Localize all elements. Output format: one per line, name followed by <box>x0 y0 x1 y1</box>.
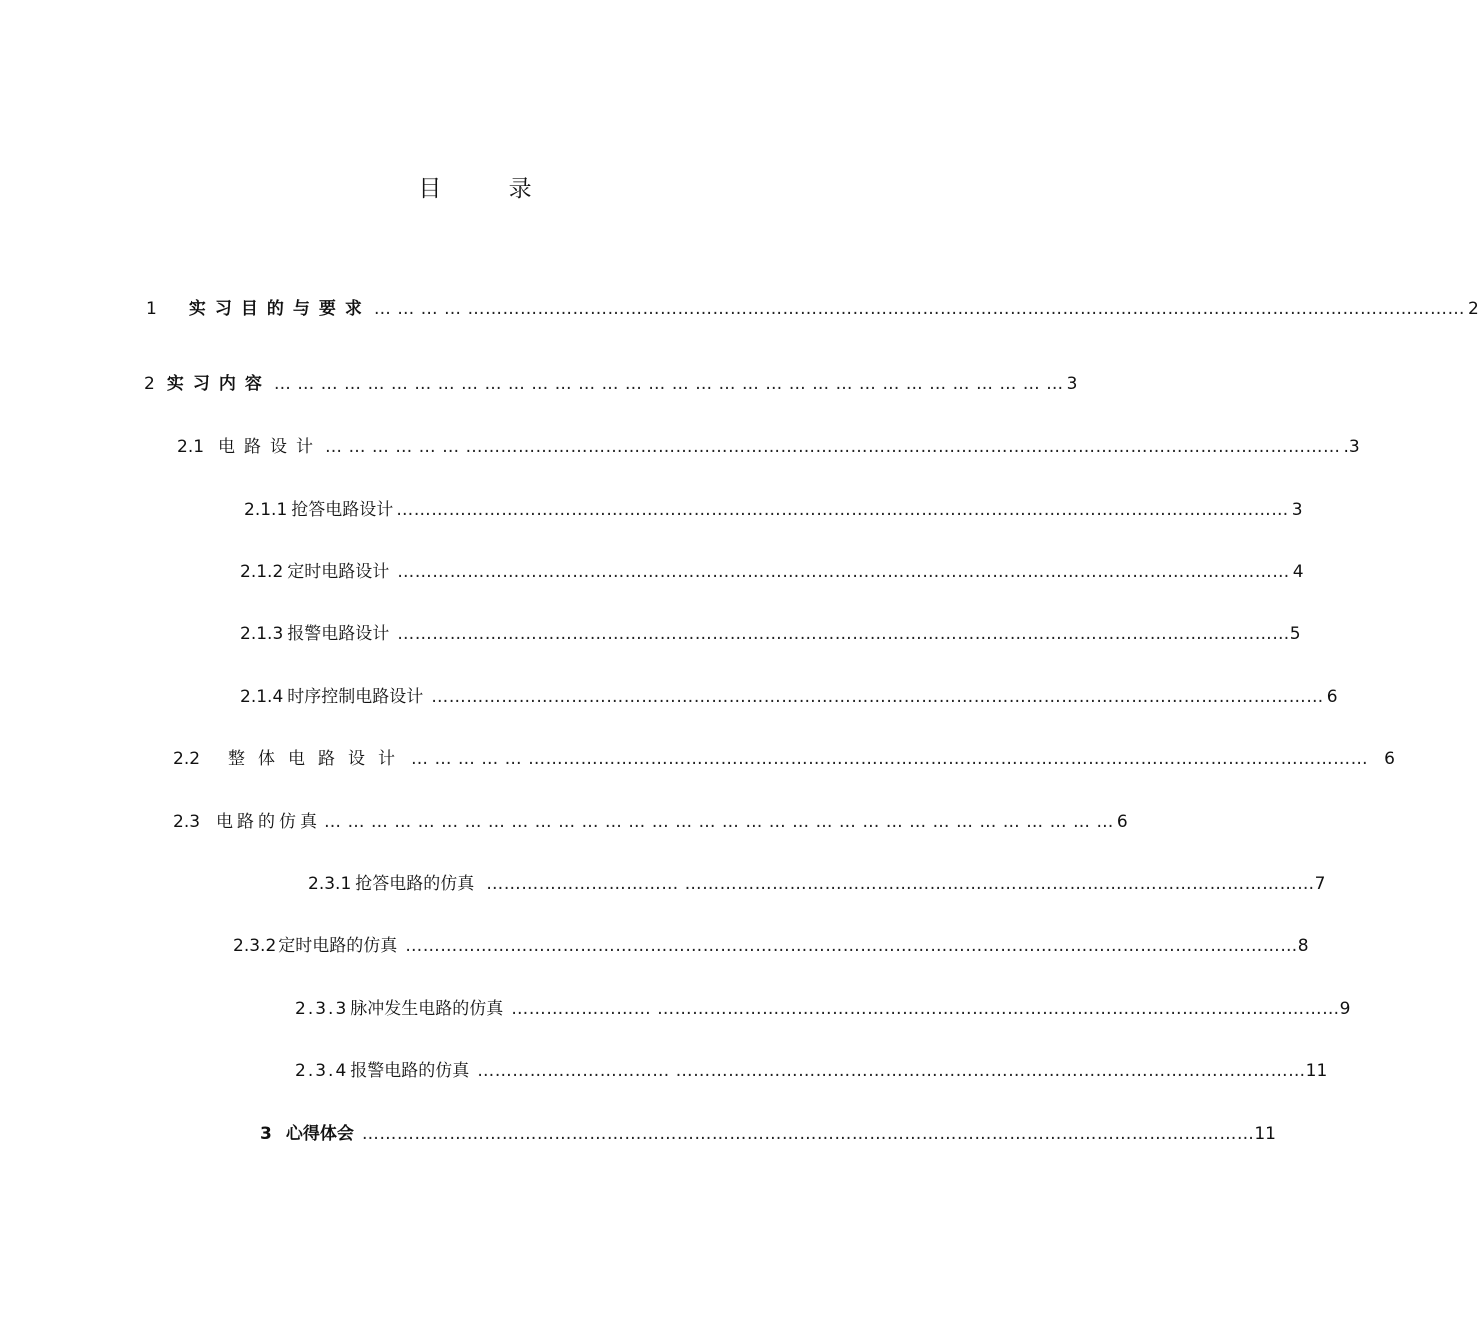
toc-entry-2-1-3[interactable] <box>240 622 1301 646</box>
toc-entry-3[interactable] <box>260 1122 1276 1146</box>
toc-entry-page: .3 <box>1343 437 1360 457</box>
toc-entry-page: 8 <box>1297 936 1309 956</box>
toc-entry-number: 1 <box>146 299 157 319</box>
toc-entry-text: 电路设计 <box>218 437 323 457</box>
toc-entry-2-3-1[interactable] <box>308 872 1326 896</box>
toc-entry-number: 2.2 <box>173 749 201 769</box>
toc-entry-2-3[interactable] <box>173 810 1128 834</box>
toc-entry-2-3-3[interactable] <box>295 997 1351 1021</box>
toc-entry-2-2[interactable] <box>173 747 1395 771</box>
toc-entry-number: 2.3.4 <box>295 1061 349 1081</box>
toc-entry-page: 4 <box>1292 562 1304 582</box>
toc-entry-number: 2.1 <box>177 437 205 457</box>
toc-entry-text: 报警电路设计 <box>287 624 390 644</box>
toc-entry-leader: … … … … … ……………………………………………………………………………………………………………………………… <box>411 749 1369 769</box>
toc-entry-2[interactable] <box>144 372 1078 396</box>
toc-entry-2-3-2[interactable] <box>233 934 1309 958</box>
toc-entry-page: 6 <box>1326 687 1338 707</box>
toc-entry-page: 3 <box>1066 374 1078 394</box>
toc-entry-leader: ……………………………………………………………………………………………………………………………………… <box>397 562 1290 582</box>
toc-entry-leader: ……………………………………………………………………………………………………………………………………… <box>405 936 1298 956</box>
toc-entry-leader: ……………………………………………………………………………………………………………………………………… <box>361 1124 1255 1144</box>
toc-entry-number: 2.1.2 <box>240 562 284 582</box>
toc-entry-text: 定时电路的仿真 <box>278 936 398 956</box>
toc-entry-text: 报警电路的仿真 <box>350 1061 470 1081</box>
toc-entry-leader: ……………………………………………………………………………………………………………………………………… <box>431 687 1324 707</box>
toc-entry-2-1-4[interactable] <box>240 685 1338 709</box>
toc-title: 目 录 <box>418 176 562 202</box>
toc-entry-number: 3 <box>260 1124 272 1144</box>
toc-entry-text: 电路的仿真 <box>216 812 322 832</box>
toc-entry-page: 5 <box>1289 624 1301 644</box>
toc-entry-number: 2.3.3 <box>295 999 349 1019</box>
toc-entry-page: 6 <box>1116 812 1128 832</box>
toc-entry-leader: …………………………… ……………………………………………………………………………………………… <box>477 1061 1306 1081</box>
toc-entry-number: 2.3.1 <box>308 874 352 894</box>
toc-entry-leader: …………………………… ……………………………………………………………………………………………… <box>486 874 1315 894</box>
toc-entry-page: 7 <box>1314 874 1326 894</box>
toc-entry-2-3-4[interactable] <box>295 1059 1328 1083</box>
toc-entry-number: 2 <box>144 374 155 394</box>
toc-entry-1[interactable] <box>146 297 1479 321</box>
toc-entry-2-1-1[interactable] <box>244 498 1303 522</box>
toc-entry-text: 脉冲发生电路的仿真 <box>350 999 504 1019</box>
toc-entry-leader: … … … … ……………………………………………………………………………………………………………………………………………………… <box>373 299 1465 319</box>
toc-entry-text: 时序控制电路设计 <box>287 687 424 707</box>
toc-entry-leader: ……………………………………………………………………………………………………………………………………… <box>397 624 1290 644</box>
toc-entry-page: 9 <box>1339 999 1351 1019</box>
toc-entry-text: 整体电路设计 <box>228 749 409 769</box>
toc-entry-number: 2.1.3 <box>240 624 284 644</box>
toc-entry-leader: …………………… ……………………………………………………………………………………………………… <box>511 999 1340 1019</box>
toc-entry-text: 心得体会 <box>285 1124 354 1144</box>
toc-entry-text: 抢答电路设计 <box>291 500 394 520</box>
toc-entry-leader: … … … … … … … … … … … … … … … … … … … … … … … … … … … … … … … … … … <box>273 374 1064 394</box>
toc-entry-number: 2.1.1 <box>244 500 288 520</box>
toc-entry-page: 11 <box>1254 1124 1276 1144</box>
toc-entry-leader: ……………………………………………………………………………………………………………………………………… <box>396 500 1289 520</box>
toc-entry-number: 2.3 <box>173 812 201 832</box>
toc-entry-text: 实习目的与要求 <box>188 299 371 319</box>
toc-entry-leader: … … … … … … … … … … … … … … … … … … … … … … … … … … … … … … … … … … <box>324 812 1114 832</box>
toc-entry-2-1-2[interactable] <box>240 560 1304 584</box>
toc-entry-leader: … … … … … … …………………………………………………………………………………………………………………………………… <box>325 437 1341 457</box>
toc-entry-page: 2 <box>1467 299 1479 319</box>
toc-entry-text: 抢答电路的仿真 <box>355 874 475 894</box>
toc-entry-page: 11 <box>1305 1061 1328 1081</box>
toc-entry-page: 6 <box>1384 749 1395 769</box>
toc-entry-page: 3 <box>1291 500 1303 520</box>
toc-entry-number: 2.3.2 <box>233 936 277 956</box>
toc-entry-number: 2.1.4 <box>240 687 284 707</box>
toc-entry-text: 定时电路设计 <box>287 562 390 582</box>
toc-entry-text: 实习内容 <box>166 374 271 394</box>
toc-entry-2-1[interactable] <box>177 435 1360 459</box>
